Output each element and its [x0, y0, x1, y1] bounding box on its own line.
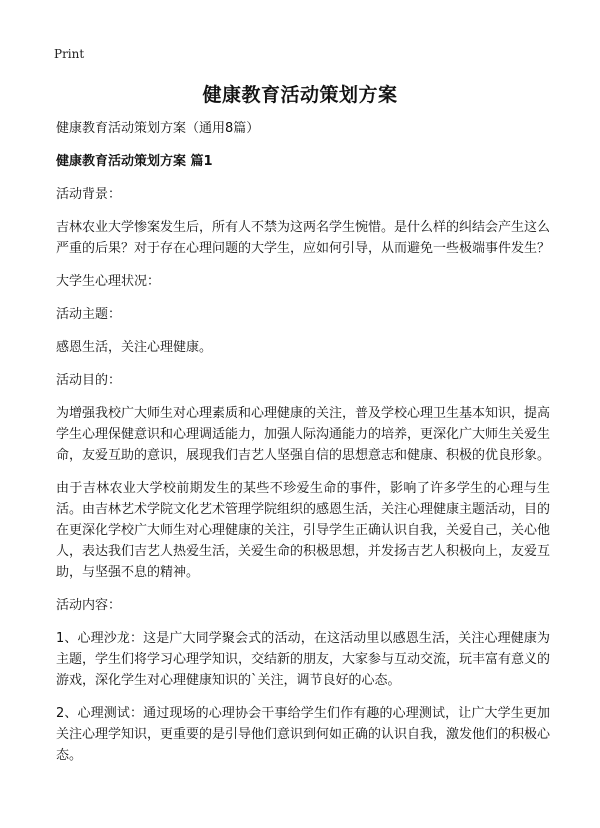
print-label[interactable]: Print	[54, 47, 85, 61]
paragraph-content-label: 活动内容：	[56, 598, 122, 613]
document-body	[56, 118, 550, 778]
paragraph-purpose-detail: 由于吉林农业大学校前期发生的某些不珍爱生命的事件，影响了许多学生的心理与生活。由吉林艺术学院文化艺术管理学院组织的感恩生活，关注心理健康主题活动，目的在更深化学校广大师生对心理健康的关注，引导学生正确认识自我，关爱自己，关心他人，表达我们吉艺人热爱生活，关爱生命的积极思想，并发扬吉艺人积极向上，友爱互助，与坚强不息的精神。	[56, 481, 551, 580]
paragraph-background-label: 活动背景：	[56, 187, 122, 202]
document-subtitle: 健康教育活动策划方案（通用8篇）	[56, 121, 260, 136]
paragraph-theme: 感恩生活，关注心理健康。	[56, 340, 213, 355]
paragraph-purpose-label: 活动目的：	[56, 373, 122, 388]
paragraph-content-item-2: 2、心理测试：通过现场的心理协会干事给学生们作有趣的心理测试，让广大学生更加关注心理学知识，更重要的是引导他们意识到何如正确的认识自我，激发他们的积极心态。	[56, 706, 551, 763]
paragraph-status-label: 大学生心理状况：	[56, 274, 161, 289]
paragraph-theme-label: 活动主题：	[56, 307, 122, 322]
paragraph-purpose: 为增强我校广大师生对心理素质和心理健康的关注，普及学校心理卫生基本知识，提高学生心理保健意识和心理调适能力，加强人际沟通能力的培养，更深化广大师生关爱生命，友爱互助的意识，展现我们吉艺人坚强自信的思想意志和健康、积极的优良形象。	[56, 406, 551, 463]
section-heading: 健康教育活动策划方案 篇1	[56, 154, 213, 169]
paragraph-background: 吉林农业大学惨案发生后，所有人不禁为这两名学生惋惜。是什么样的纠结会产生这么严重的后果？对于存在心理问题的大学生，应如何引导，从而避免一些极端事件发生？	[56, 220, 551, 256]
paragraph-content-item-1: 1、心理沙龙：这是广大同学聚会式的活动，在这活动里以感恩生活，关注心理健康为主题，学生们将学习心理学知识，交结新的朋友，大家参与互动交流，玩丰富有意义的游戏，深化学生对心理健康知识的`关注，调节良好的心态。	[56, 631, 551, 688]
document-title: 健康教育活动策划方案	[202, 84, 398, 106]
